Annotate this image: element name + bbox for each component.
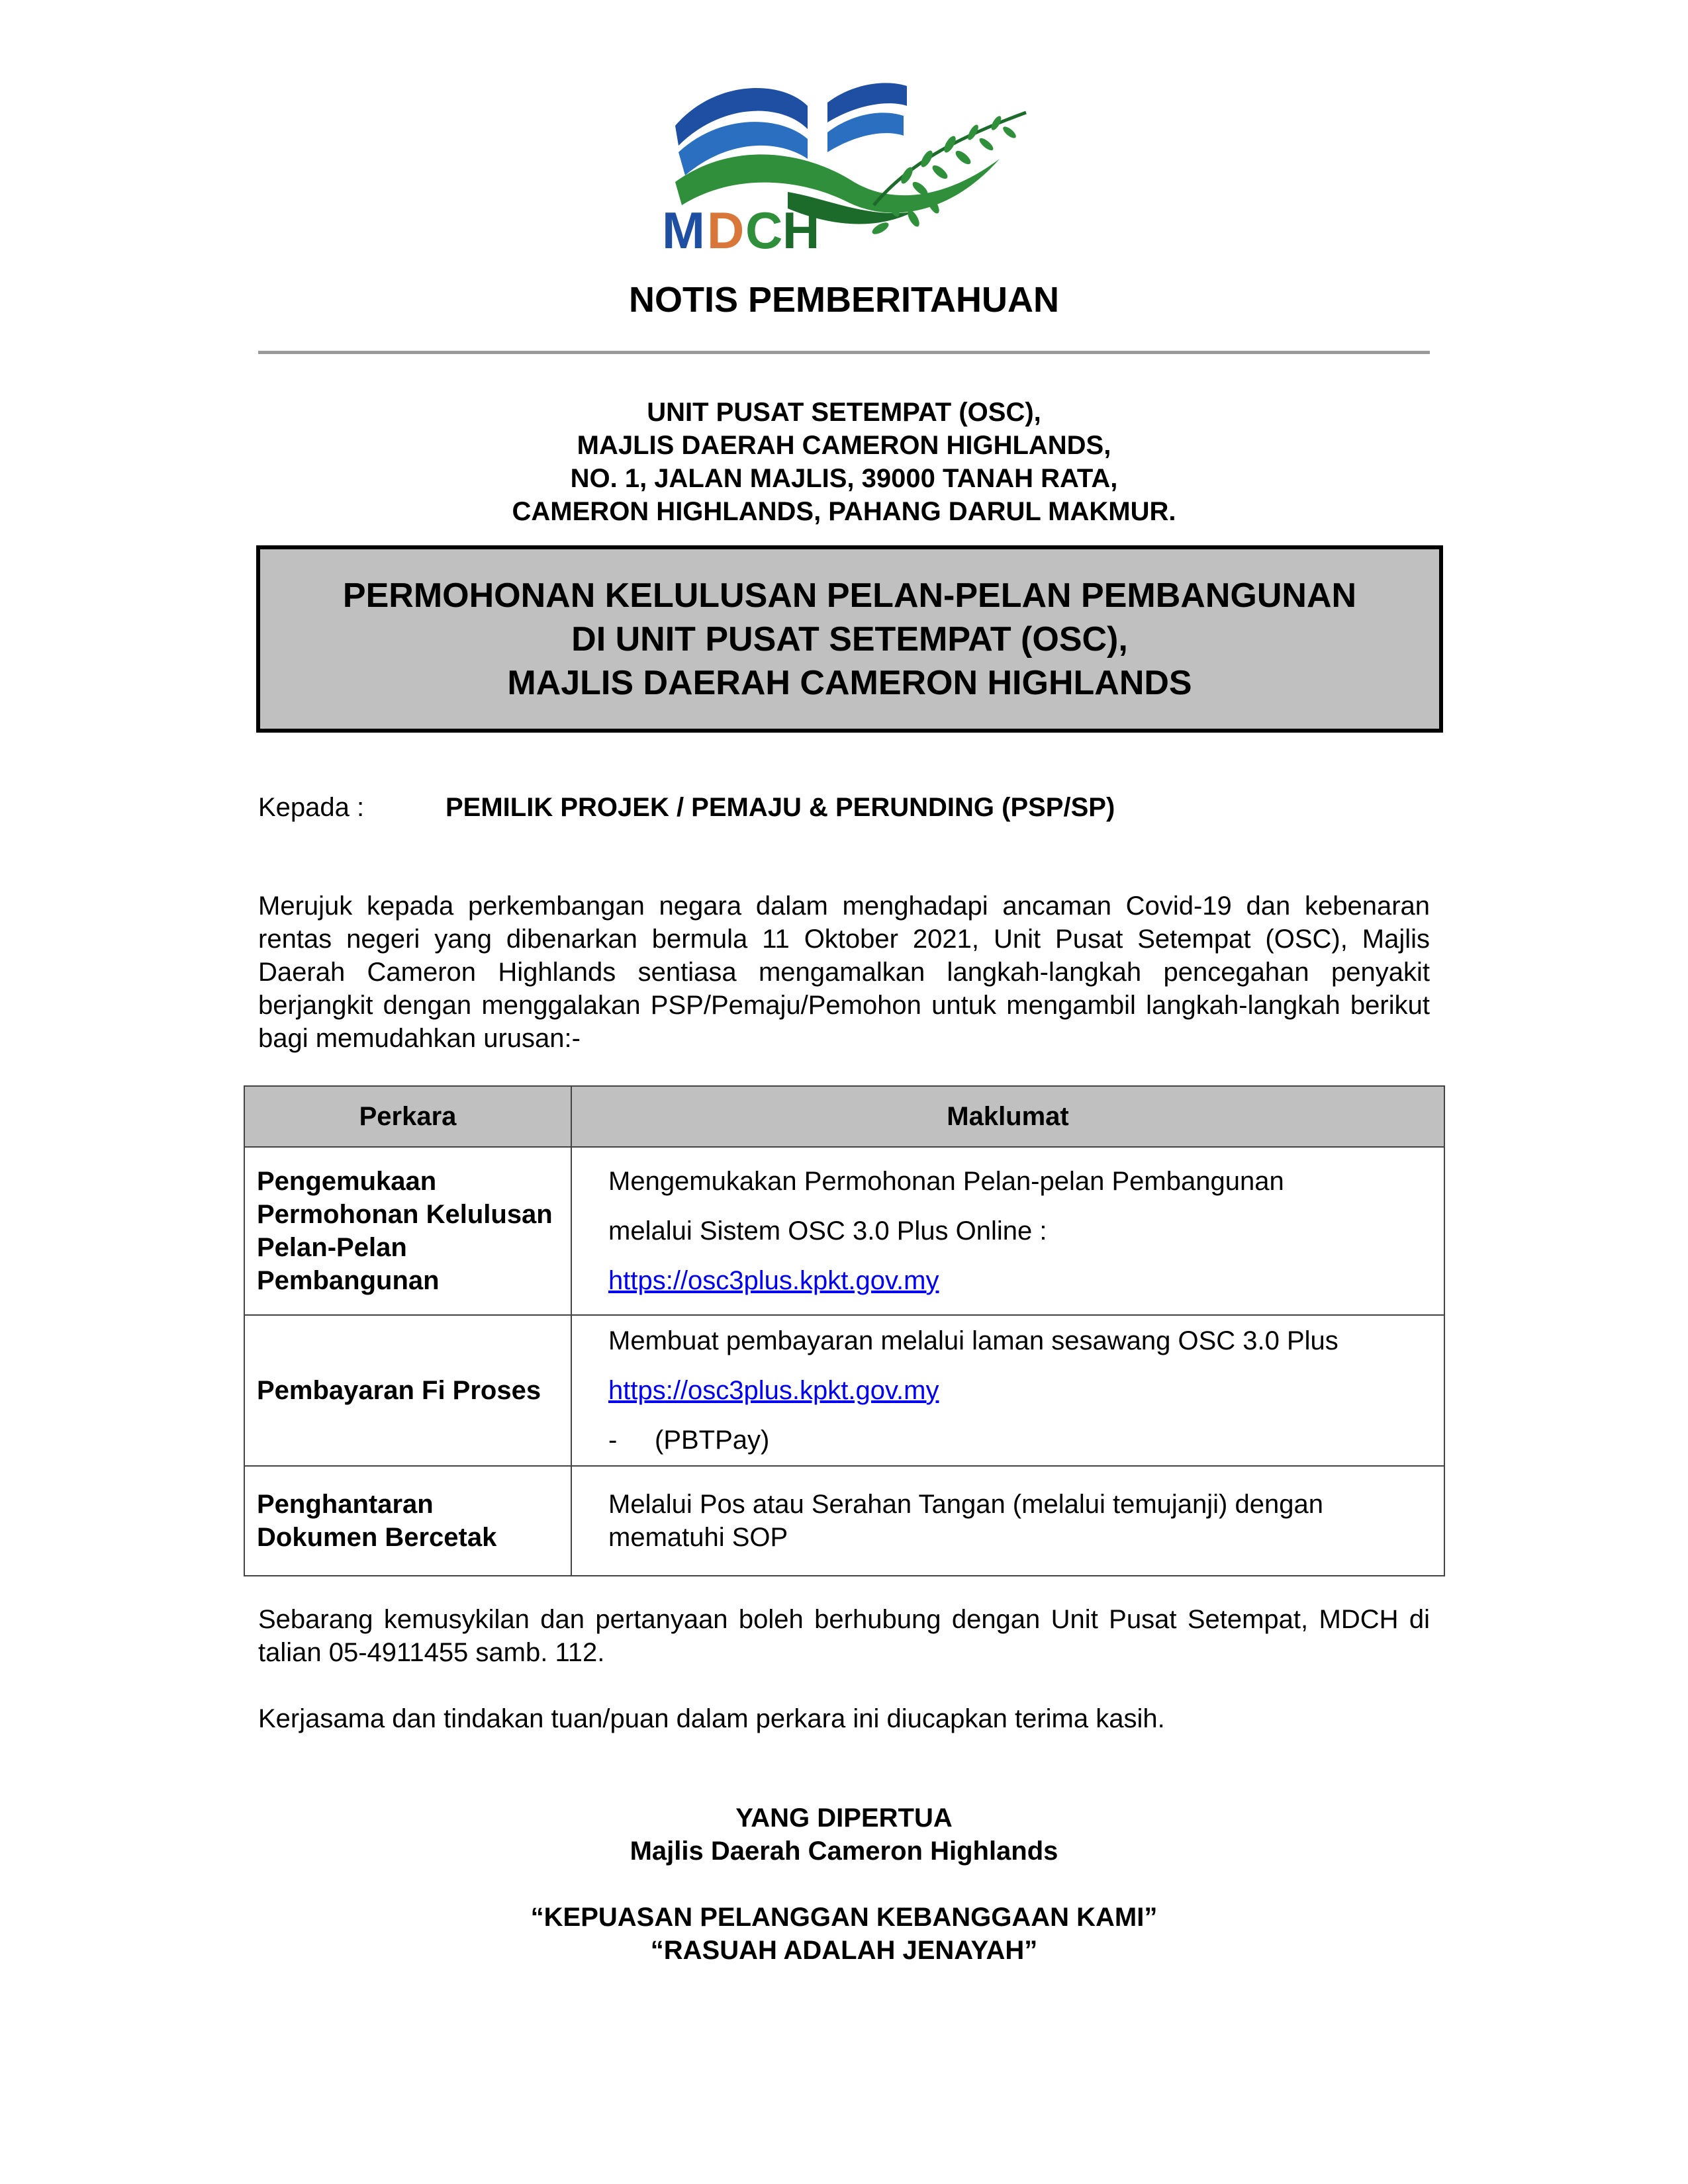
info-table (244, 1085, 1445, 1576)
motto-block (0, 1901, 1688, 1967)
table-row (244, 1466, 1444, 1576)
svg-text:C: C (745, 201, 783, 258)
contact-paragraph: Sebarang kemusykilan dan pertanyaan boleh berhubung dengan Unit Pusat Setempat, MDCH di talian 05-4911455 samb. 112. (258, 1605, 1430, 1667)
svg-text:D: D (707, 201, 745, 258)
detail-line: melalui Sistem OSC 3.0 Plus Online : (608, 1216, 1047, 1246)
notice-title: NOTIS PEMBERITAHUAN (628, 280, 1059, 320)
address-line: MAJLIS DAERAH CAMERON HIGHLANDS, (577, 431, 1111, 460)
detail-line: Mengemukakan Permohonan Pelan-pelan Pembangunan (608, 1166, 1284, 1196)
table-header-perkara: Perkara (244, 1086, 571, 1147)
thanks-paragraph: Kerjasama dan tindakan tuan/puan dalam perkara ini diucapkan terima kasih. (258, 1704, 1165, 1733)
address-line: UNIT PUSAT SETEMPAT (OSC), (647, 398, 1041, 427)
svg-text:M: M (662, 201, 705, 258)
signature-block (0, 1801, 1688, 1868)
bullet-item (608, 1416, 1411, 1465)
subject-line: PERMOHONAN KELULUSAN PELAN-PELAN PEMBANGUNAN (342, 576, 1357, 615)
row-detail (571, 1315, 1444, 1466)
dash-marker: - (608, 1425, 618, 1455)
table-row (244, 1315, 1444, 1466)
row-detail: Melalui Pos atau Serahan Tangan (melalui temujanji) dengan mematuhi SOP (571, 1466, 1444, 1576)
sender-address (0, 396, 1688, 528)
signature-title: YANG DIPERTUA (735, 1803, 953, 1833)
osc-link[interactable]: https://osc3plus.kpkt.gov.my (608, 1265, 939, 1295)
subject-line: DI UNIT PUSAT SETEMPAT (OSC), (571, 619, 1128, 659)
table-row (244, 1147, 1444, 1315)
row-detail (571, 1147, 1444, 1315)
signature-org: Majlis Daerah Cameron Highlands (630, 1837, 1058, 1866)
subject-box (256, 545, 1443, 733)
motto-line: “KEPUASAN PELANGGAN KEBANGGAAN KAMI” (530, 1903, 1158, 1932)
table-header-maklumat: Maklumat (571, 1086, 1444, 1147)
row-topic: Pengemukaan Permohonan Kelulusan Pelan-Pelan Pembangunan (244, 1147, 571, 1315)
row-topic: Penghantaran Dokumen Bercetak (244, 1466, 571, 1576)
intro-paragraph: Merujuk kepada perkembangan negara dalam menghadapi ancaman Covid-19 dan kebenaran rentas negeri yang dibenarkan bermula 11 Oktober 2021, Unit Pusat Setempat (OSC), Majlis Daerah Cameron Highlands sentiasa mengamalkan langkah-langkah pencegahan penyakit berjangkit dengan menggalakan PSP/Pemaju/Pemohon untuk mengambil langkah-langkah berikut bagi memudahkan urusan:- (258, 891, 1430, 1053)
bullet-text: (PBTPay) (655, 1425, 770, 1455)
subject-line: MAJLIS DAERAH CAMERON HIGHLANDS (507, 663, 1192, 702)
motto-line: “RASUAH ADALAH JENAYAH” (650, 1936, 1038, 1965)
svg-text:H: H (782, 201, 820, 258)
osc-payment-link[interactable]: https://osc3plus.kpkt.gov.my (608, 1375, 939, 1405)
recipient-label: Kepada : (258, 793, 365, 822)
address-line: NO. 1, JALAN MAJLIS, 39000 TANAH RATA, (570, 464, 1118, 493)
mdch-logo-graphic (655, 66, 1039, 258)
title-divider (258, 351, 1430, 354)
detail-line: Membuat pembayaran melalui laman sesawang OSC 3.0 Plus (608, 1326, 1338, 1355)
address-line: CAMERON HIGHLANDS, PAHANG DARUL MAKMUR. (512, 497, 1176, 526)
recipient-value: PEMILIK PROJEK / PEMAJU & PERUNDING (PSP/SP) (445, 793, 1115, 822)
row-topic: Pembayaran Fi Proses (244, 1315, 571, 1466)
mdch-logo (655, 66, 1039, 258)
